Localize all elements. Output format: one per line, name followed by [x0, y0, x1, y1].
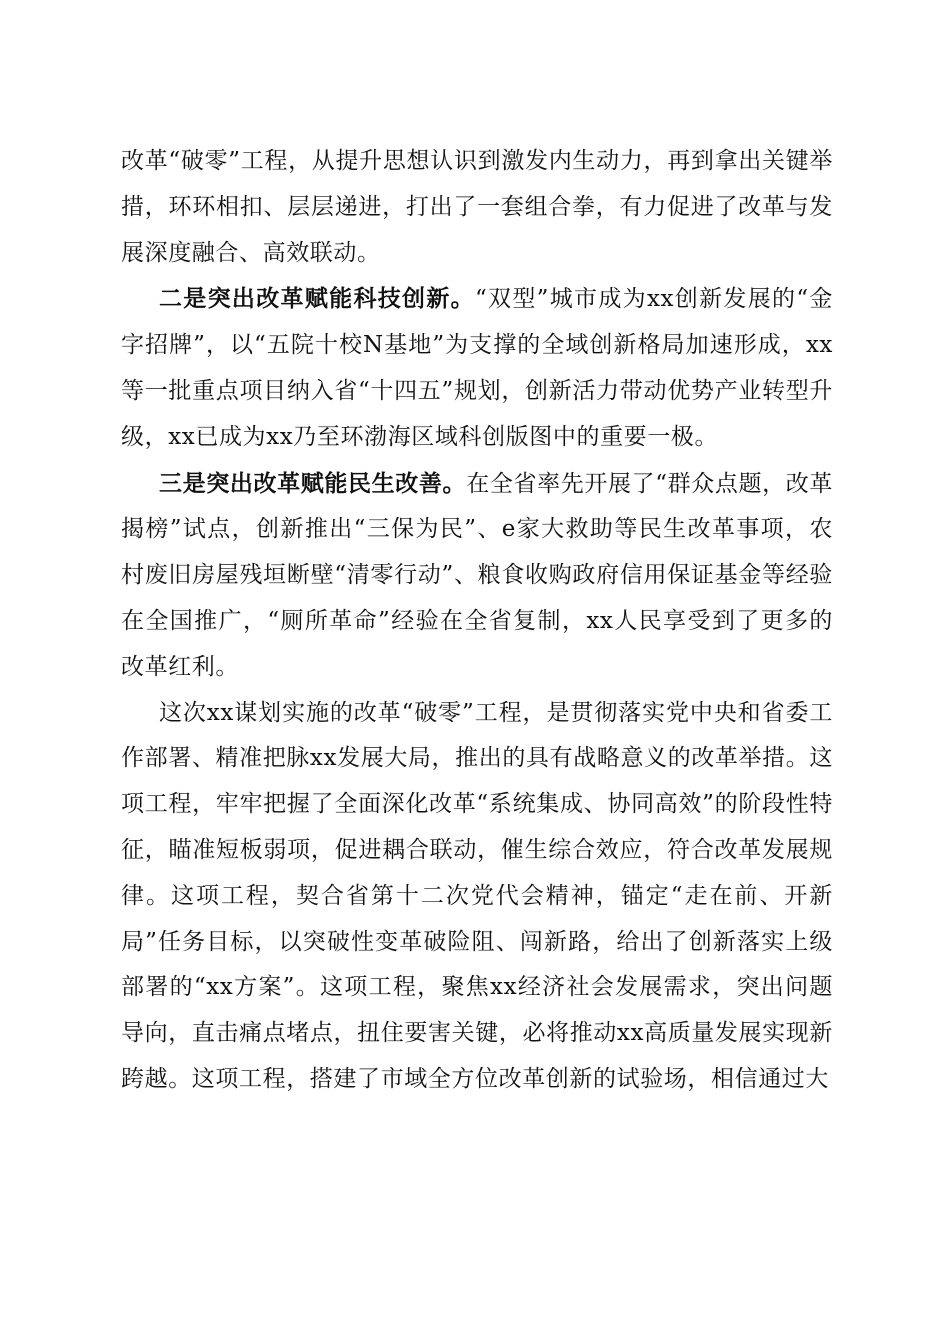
paragraph-heading: 二是突出改革赋能科技创新。 [159, 285, 475, 313]
paragraph-text: 这次xx谋划实施的改革“破零”工程，是贯彻落实党中央和省委工作部署、精准把脉xx发展大局，推出的具有战略意义的改革举措。这项工程，牢牢把握了全面深化改革“系统集成、协同高效”的阶段性特征，瞄准短板弱项，促进耦合联动，催生综合效应，符合改革发展规律。这项工程，契合省第十二次党代会精神，锚定“走在前、开新局”任务目标，以突破性变革破险阻、闯新路，给出了创新落实上级部署的“xx方案”。这项工程，聚焦xx经济社会发展需求，突出问题导向，直击痛点堵点，扭住要害关键，必将推动xx高质量发展实现新跨越。这项工程，搭建了市域全方位改革创新的试验场，相信通过大 [121, 699, 833, 1092]
document-body [121, 139, 833, 1103]
paragraph-project-summary [121, 691, 833, 1103]
paragraph-text: 改革“破零”工程，从提升思想认识到激发内生动力，再到拿出关键举措，环环相扣、层层递进，打出了一套组合拳，有力促进了改革与发展深度融合、高效联动。 [121, 148, 833, 266]
paragraph-text: 在全省率先开展了“群众点题，改革揭榜”试点，创新推出“三保为民”、e家大救助等民生改革事项，农村废旧房屋残垣断壁“清零行动”、粮食收购政府信用保证基金等经验在全国推广，“厕所革命”经验在全省复制，xx人民享受到了更多的改革红利。 [121, 470, 833, 680]
paragraph-continuation [121, 139, 833, 276]
paragraph-text: “双型”城市成为xx创新发展的“金字招牌”，以“五院十校N基地”为支撑的全域创新格局加速形成，xx等一批重点项目纳入省“十四五”规划，创新活力带动优势产业转型升级，xx已成为xx乃至环渤海区域科创版图中的重要一极。 [121, 286, 833, 450]
paragraph-livelihood [121, 461, 833, 691]
paragraph-tech-innovation [121, 276, 833, 460]
paragraph-heading: 三是突出改革赋能民生改善。 [159, 469, 467, 497]
